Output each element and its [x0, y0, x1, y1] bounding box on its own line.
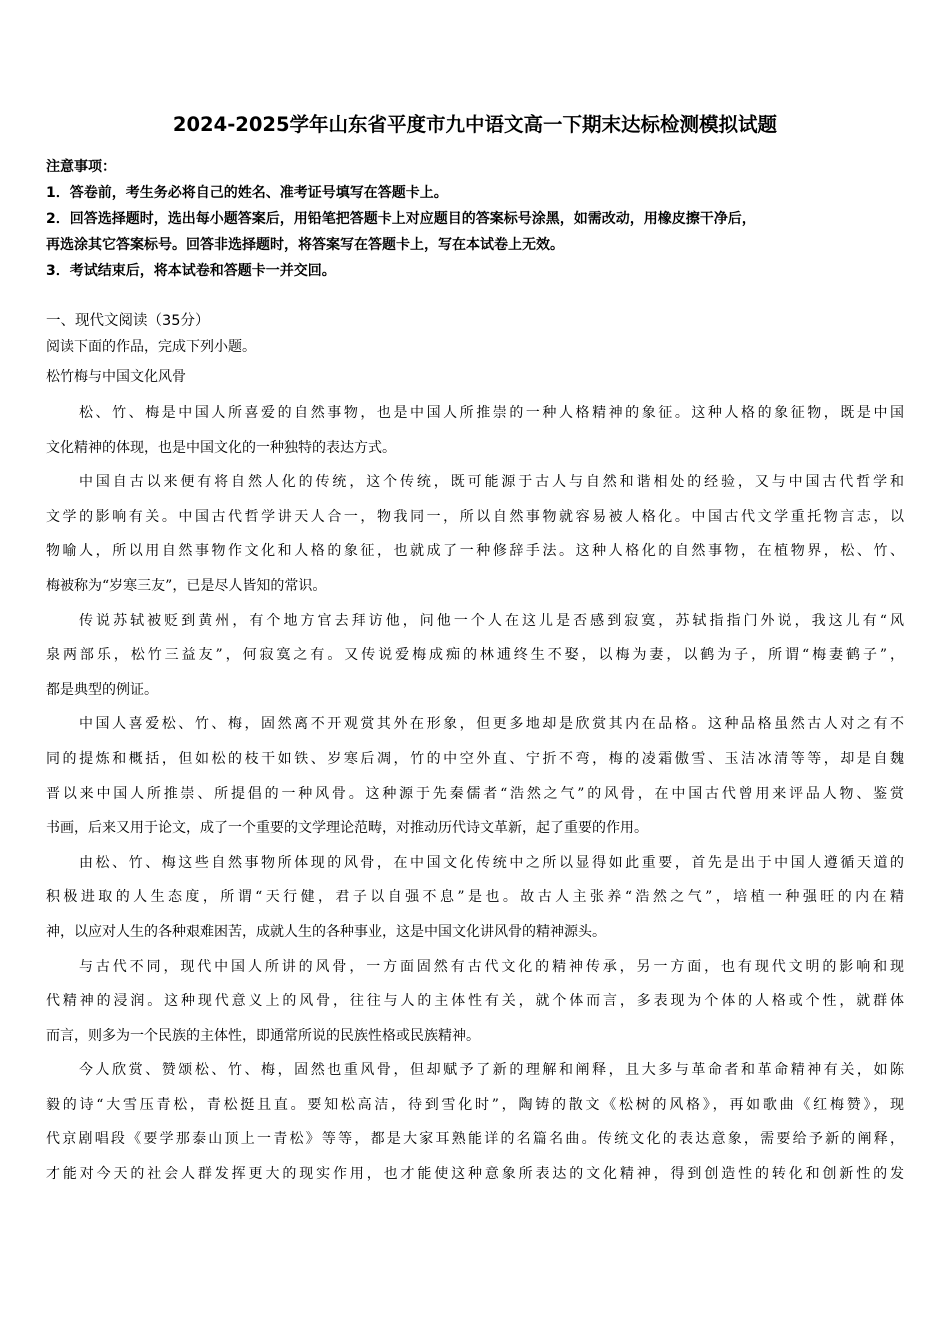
paragraph-line: 代京剧唱段《要学那泰山顶上一青松》等等，都是大家耳熟能详的名篇名曲。传统文化的表达意象，需要给予新的阐释，: [46, 1131, 904, 1148]
essay-paragraph: [46, 396, 904, 465]
notice-item: 3．考试结束后，将本试卷和答题卡一并交回。: [46, 263, 336, 279]
paragraph-line: 代精神的浸润。这种现代意义上的风骨，往往与人的主体性有关，就个体而言，多表现为个体的人格或个性，就群体: [46, 993, 904, 1010]
paragraph-line: 而言，则多为一个民族的主体性，即通常所说的民族性格或民族精神。: [46, 1027, 480, 1044]
paragraph-line: 中国人喜爱松、竹、梅，固然离不开观赏其外在形象，但更多地却是欣赏其内在品格。这种品格虽然古人对之有不: [79, 716, 904, 733]
paragraph-line: 传说苏轼被贬到黄州，有个地方官去拜访他，问他一个人在这儿是否感到寂寞，苏轼指指门外说，我这儿有“风: [79, 612, 904, 629]
paragraph-line: 才能对今天的社会人群发挥更大的现实作用，也才能使这种意象所表达的文化精神，得到创造性的转化和创新性的发: [46, 1166, 904, 1183]
essay-paragraph: [46, 707, 904, 845]
paragraph-line: 松、竹、梅是中国人所喜爱的自然事物，也是中国人所推崇的一种人格精神的象征。这种人格的象征物，既是中国: [79, 405, 904, 421]
paragraph-line: 由松、竹、梅这些自然事物所体现的风骨，在中国文化传统中之所以显得如此重要，首先是出于中国人遵循天道的: [79, 854, 904, 871]
exam-title: 2024-2025学年山东省平度市九中语文高一下期末达标检测模拟试题: [172, 113, 778, 136]
paragraph-line: 与古代不同，现代中国人所讲的风骨，一方面固然有古代文化的精神传承，另一方面，也有现代文明的影响和现: [79, 958, 904, 975]
notice-item: 1．答卷前，考生务必将自己的姓名、准考证号填写在答题卡上。: [46, 185, 448, 201]
notice-item: 2．回答选择题时，选出每小题答案后，用铅笔把答题卡上对应题目的答案标号涂黑，如需改动，用橡皮擦干净后，: [46, 211, 756, 227]
paragraph-line: 中国自古以来便有将自然人化的传统，这个传统，既可能源于古人与自然和谐相处的经验，又与中国古代哲学和: [79, 474, 904, 491]
paragraph-line: 积极进取的人生态度，所谓“天行健，君子以自强不息”是也。故古人主张养“浩然之气”，培植一种强旺的内在精: [46, 889, 904, 906]
paragraph-line: 毅的诗“大雪压青松，青松挺且直。要知松高洁，待到雪化时”，陶铸的散文《松树的风格》，再如歌曲《红梅赞》，现: [46, 1096, 904, 1113]
notice-heading: 注意事项：: [46, 159, 116, 175]
notice-block: [46, 154, 904, 284]
paragraph-line: 文学的影响有关。中国古代哲学讲天人合一，物我同一，所以自然事物就容易被人格化。中国古代文学重托物言志，以: [46, 508, 904, 525]
paragraph-line: 梅被称为“岁寒三友”，已是尽人皆知的常识。: [46, 577, 327, 594]
section-gap: [46, 284, 904, 308]
essay-paragraph: [46, 950, 904, 1054]
reading-instruction: 阅读下面的作品，完成下列小题。: [46, 339, 256, 355]
paragraph-line: 晋以来中国人所推崇、所提倡的一种风骨。这种源于先秦儒者“浩然之气”的风骨，在中国古代曾用来评品人物、鉴赏: [46, 785, 904, 802]
paragraph-line: 泉两部乐，松竹三益友”，何寂寞之有。又传说爱梅成痴的林逋终生不娶，以梅为妻，以鹤为子，所谓“梅妻鹤子”，: [46, 647, 904, 664]
notice-item: 再选涂其它答案标号。回答非选择题时，将答案写在答题卡上，写在本试卷上无效。: [46, 237, 564, 253]
paragraph-line: 都是典型的例证。: [46, 681, 158, 698]
paragraph-line: 文化精神的体现，也是中国文化的一种独特的表达方式。: [46, 439, 396, 456]
essay-paragraph: [46, 604, 904, 708]
essay-title: 松竹梅与中国文化风骨: [46, 369, 186, 385]
section-heading: 一、现代文阅读（35分）: [46, 313, 210, 329]
paragraph-line: 书画，后来又用于论文，成了一个重要的文学理论范畴，对推动历代诗文革新，起了重要的作用。: [46, 820, 648, 837]
essay-paragraph: [46, 1053, 904, 1191]
paragraph-line: 今人欣赏、赞颂松、竹、梅，固然也重风骨，但却赋予了新的理解和阐释，且大多与革命者和革命精神有关，如陈: [79, 1062, 904, 1079]
essay-paragraph: [46, 846, 904, 950]
essay-paragraph: [46, 465, 904, 603]
paragraph-line: 同的提炼和概括，但如松的枝干如铁、岁寒后凋，竹的中空外直、宁折不弯，梅的凌霜傲雪、玉洁冰清等等，却是自魏: [46, 750, 904, 767]
paragraph-line: 神，以应对人生的各种艰难困苦，成就人生的各种事业，这是中国文化讲风骨的精神源头。: [46, 923, 606, 940]
paragraph-line: 物喻人，所以用自然事物作文化和人格的象征，也就成了一种修辞手法。这种人格化的自然事物，在植物界，松、竹、: [46, 543, 904, 560]
